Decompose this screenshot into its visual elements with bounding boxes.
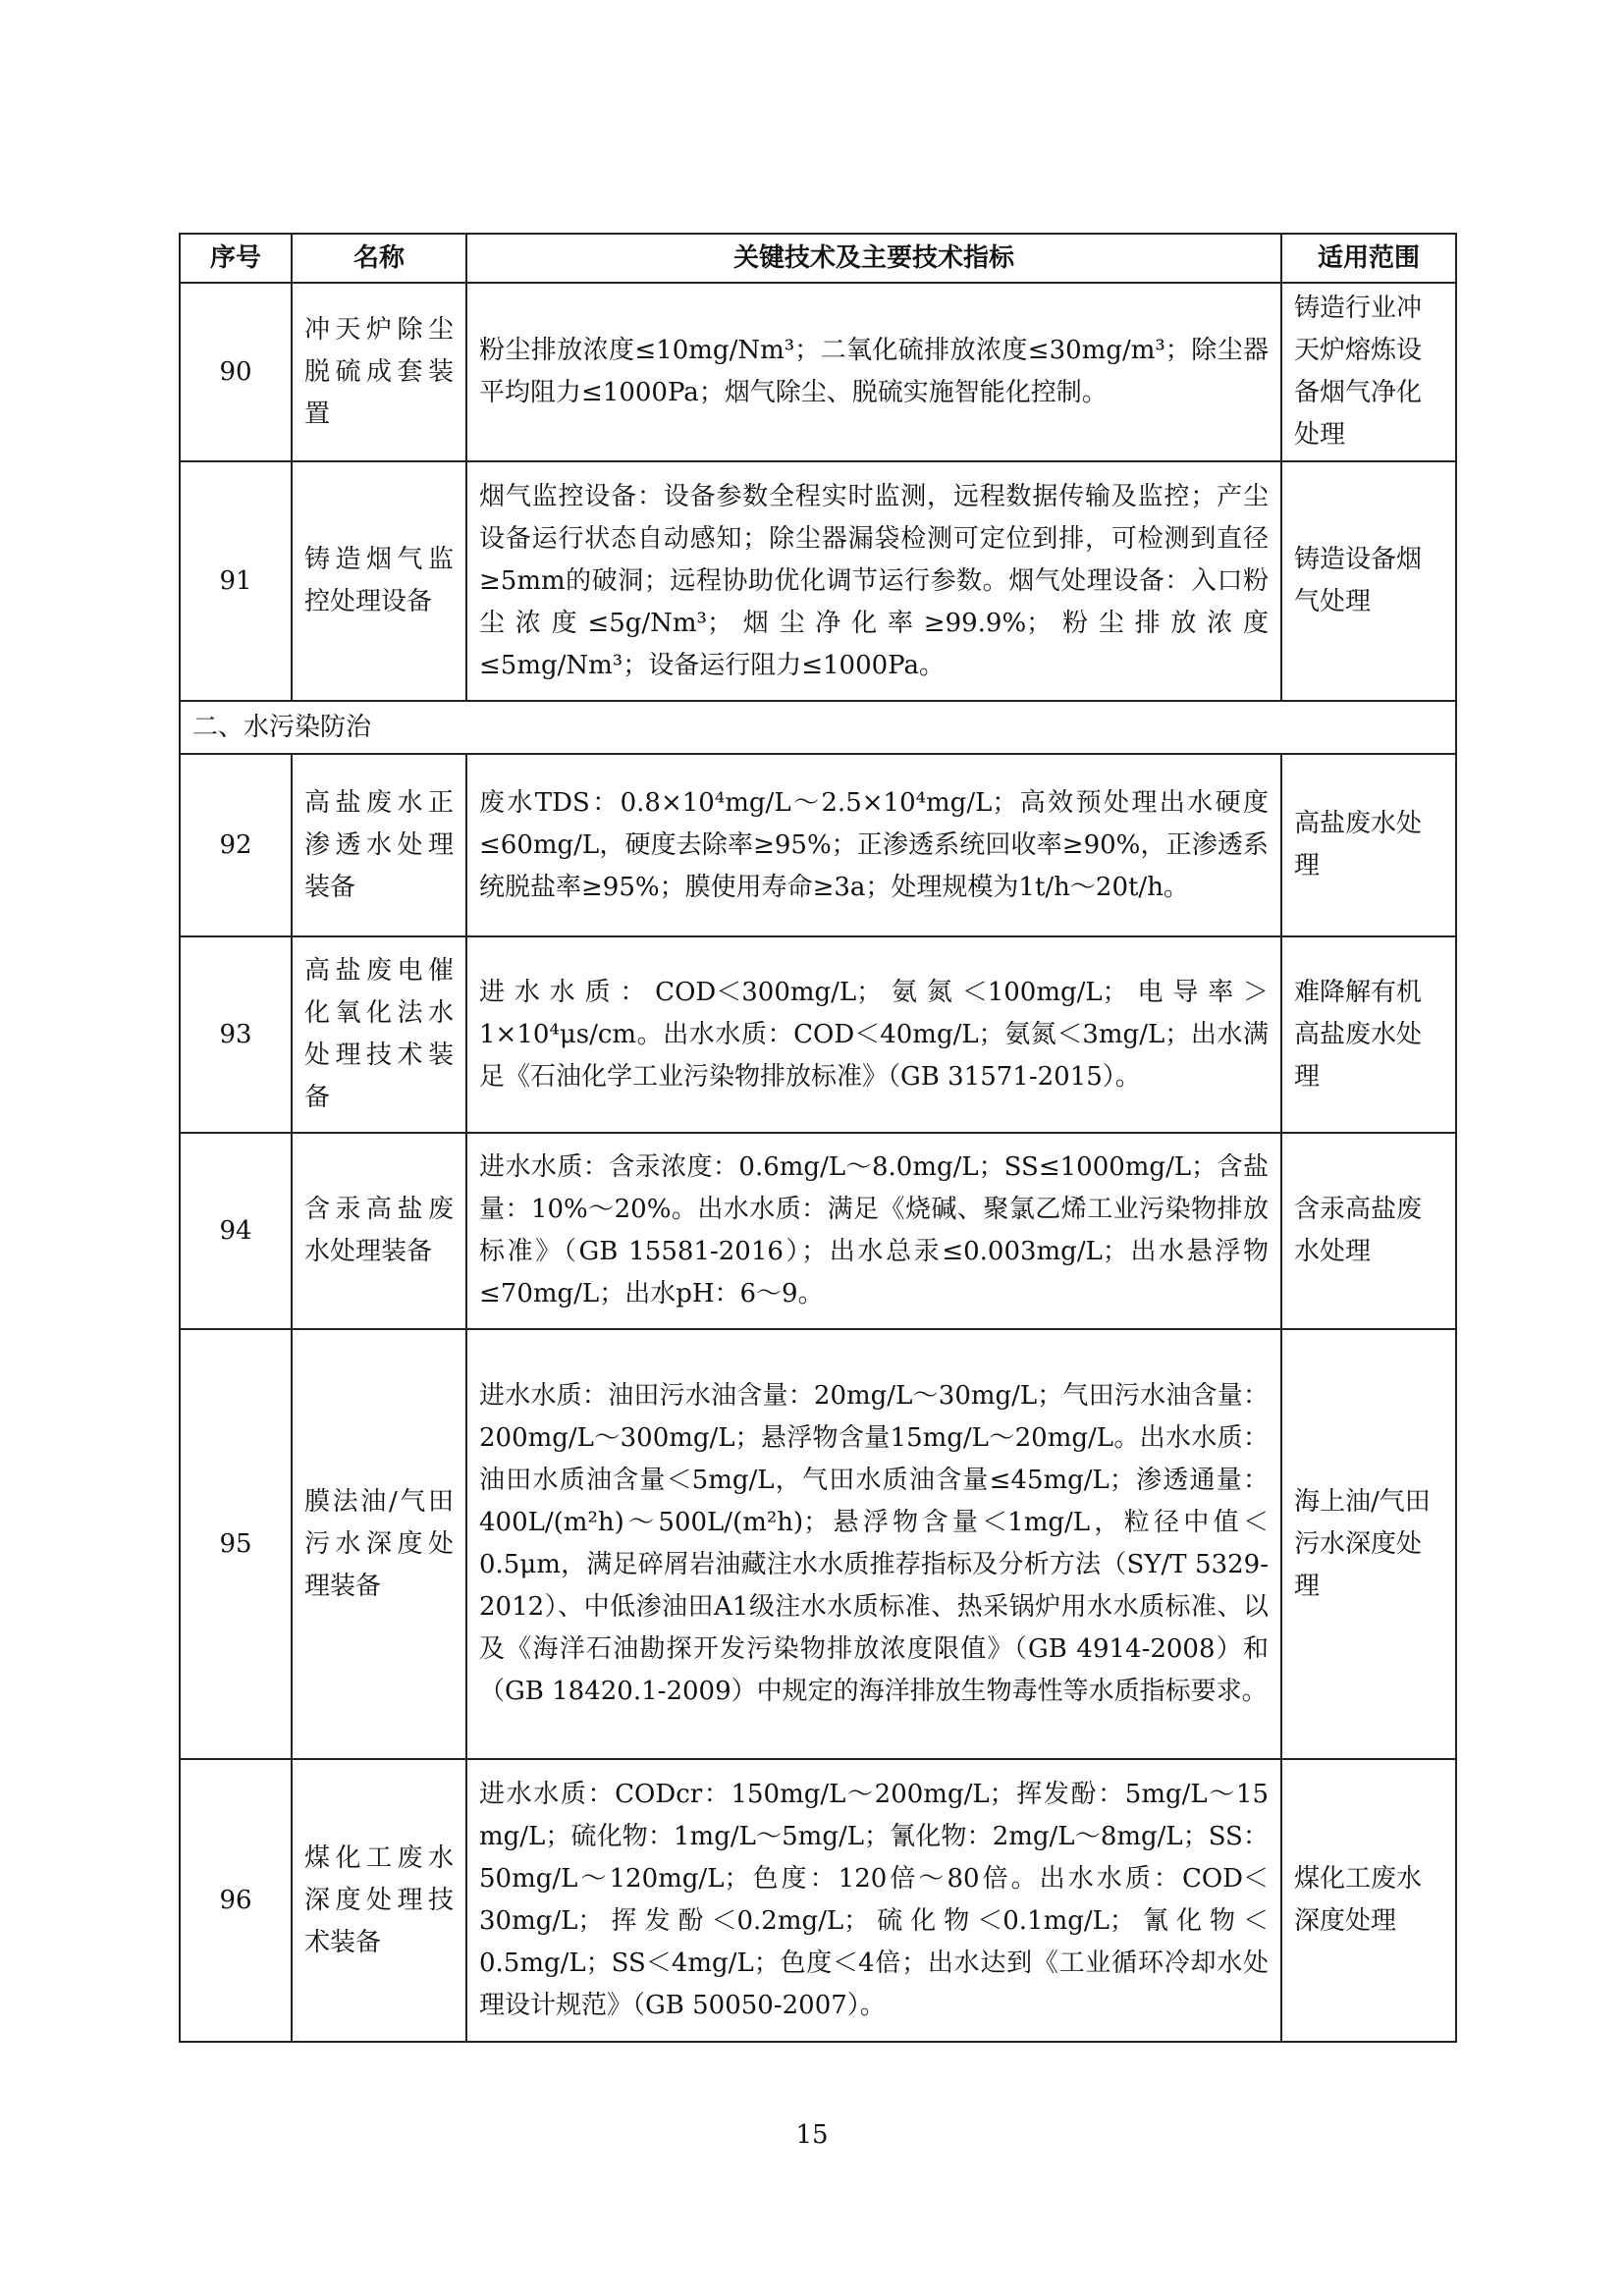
table-row — [180, 754, 1456, 936]
row-number: 93 — [180, 936, 292, 1133]
row-name: 膜法油/气田污水深度处理装备 — [292, 1329, 466, 1759]
row-name: 煤化工废水深度处理技术装备 — [292, 1759, 466, 2042]
row-number: 94 — [180, 1133, 292, 1329]
table-row — [180, 1759, 1456, 2042]
standards-table — [179, 233, 1457, 2043]
row-scope: 高盐废水处理 — [1281, 754, 1456, 936]
header-scope: 适用范围 — [1281, 234, 1456, 283]
row-spec: 进水水质：CODcr：150mg/L～200mg/L；挥发酚：5mg/L～15 mg/L；硫化物：1mg/L～5mg/L；氰化物：2mg/L～8mg/L；SS：50mg/L～120mg/L；色度：120倍～80倍。出水水质：COD＜30mg/L；挥发酚＜0.2mg/L；硫化物＜0.1mg/L；氰化物＜0.5mg/L；SS＜4mg/L；色度＜4倍；出水达到《工业循环冷却水处理设计规范》（GB 50050-2007）。 — [466, 1759, 1281, 2042]
row-name: 高盐废电催化氧化法水处理技术装备 — [292, 936, 466, 1133]
table-row — [180, 1133, 1456, 1329]
table-row — [180, 1329, 1456, 1759]
table-header-row — [180, 234, 1456, 283]
row-scope: 煤化工废水深度处理 — [1281, 1759, 1456, 2042]
row-name: 高盐废水正渗透水处理装备 — [292, 754, 466, 936]
row-name: 铸造烟气监控处理设备 — [292, 461, 466, 701]
row-name: 冲天炉除尘脱硫成套装置 — [292, 283, 466, 461]
header-serial-number: 序号 — [180, 234, 292, 283]
row-scope: 海上油/气田污水深度处理 — [1281, 1329, 1456, 1759]
row-spec: 粉尘排放浓度≤10mg/Nm³；二氧化硫排放浓度≤30mg/m³；除尘器平均阻力≤1000Pa；烟气除尘、脱硫实施智能化控制。 — [466, 283, 1281, 461]
row-number: 92 — [180, 754, 292, 936]
row-scope: 含汞高盐废水处理 — [1281, 1133, 1456, 1329]
header-key-technology: 关键技术及主要技术指标 — [466, 234, 1281, 283]
table-row — [180, 283, 1456, 461]
row-spec: 废水TDS：0.8×10⁴mg/L～2.5×10⁴mg/L；高效预处理出水硬度≤60mg/L，硬度去除率≥95%；正渗透系统回收率≥90%，正渗透系统脱盐率≥95%；膜使用寿命≥3a；处理规模为1t/h～20t/h。 — [466, 754, 1281, 936]
table-row — [180, 936, 1456, 1133]
section-row — [180, 701, 1456, 754]
row-spec: 进水水质：COD＜300mg/L；氨氮＜100mg/L；电导率＞1×10⁴μs/cm。出水水质：COD＜40mg/L；氨氮＜3mg/L；出水满足《石油化学工业污染物排放标准》（GB 31571-2015）。 — [466, 936, 1281, 1133]
row-scope: 铸造设备烟气处理 — [1281, 461, 1456, 701]
row-spec: 烟气监控设备：设备参数全程实时监测，远程数据传输及监控；产尘设备运行状态自动感知；除尘器漏袋检测可定位到排，可检测到直径≥5mm的破洞；远程协助优化调节运行参数。烟气处理设备：入口粉尘浓度≤5g/Nm³；烟尘净化率≥99.9%；粉尘排放浓度≤5mg/Nm³；设备运行阻力≤1000Pa。 — [466, 461, 1281, 701]
row-spec: 进水水质：含汞浓度：0.6mg/L～8.0mg/L；SS≤1000mg/L；含盐量：10%～20%。出水水质：满足《烧碱、聚氯乙烯工业污染物排放标准》（GB 15581-2016）；出水总汞≤0.003mg/L；出水悬浮物≤70mg/L；出水pH：6～9。 — [466, 1133, 1281, 1329]
page-number: 15 — [795, 2120, 829, 2150]
table-row — [180, 461, 1456, 701]
row-scope: 铸造行业冲天炉熔炼设备烟气净化处理 — [1281, 283, 1456, 461]
row-spec: 进水水质：油田污水油含量：20mg/L～30mg/L；气田污水油含量：200mg/L～300mg/L；悬浮物含量15mg/L～20mg/L。出水水质：油田水质油含量＜5mg/L，气田水质油含量≤45mg/L；渗透通量：400L/(m²h)～500L/(m²h)；悬浮物含量＜1mg/L，粒径中值＜0.5μm，满足碎屑岩油藏注水水质推荐指标及分析方法（SY/T 5329-2012）、中低渗油田A1级注水水质标准、热采锅炉用水水质标准、以及《海洋石油勘探开发污染物排放浓度限值》（GB 4914-2008）和（GB 18420.1-2009）中规定的海洋排放生物毒性等水质指标要求。 — [466, 1329, 1281, 1759]
header-name: 名称 — [292, 234, 466, 283]
row-number: 95 — [180, 1329, 292, 1759]
row-number: 91 — [180, 461, 292, 701]
row-scope: 难降解有机高盐废水处理 — [1281, 936, 1456, 1133]
row-number: 96 — [180, 1759, 292, 2042]
section-heading: 二、水污染防治 — [180, 701, 1456, 754]
row-number: 90 — [180, 283, 292, 461]
row-name: 含汞高盐废水处理装备 — [292, 1133, 466, 1329]
